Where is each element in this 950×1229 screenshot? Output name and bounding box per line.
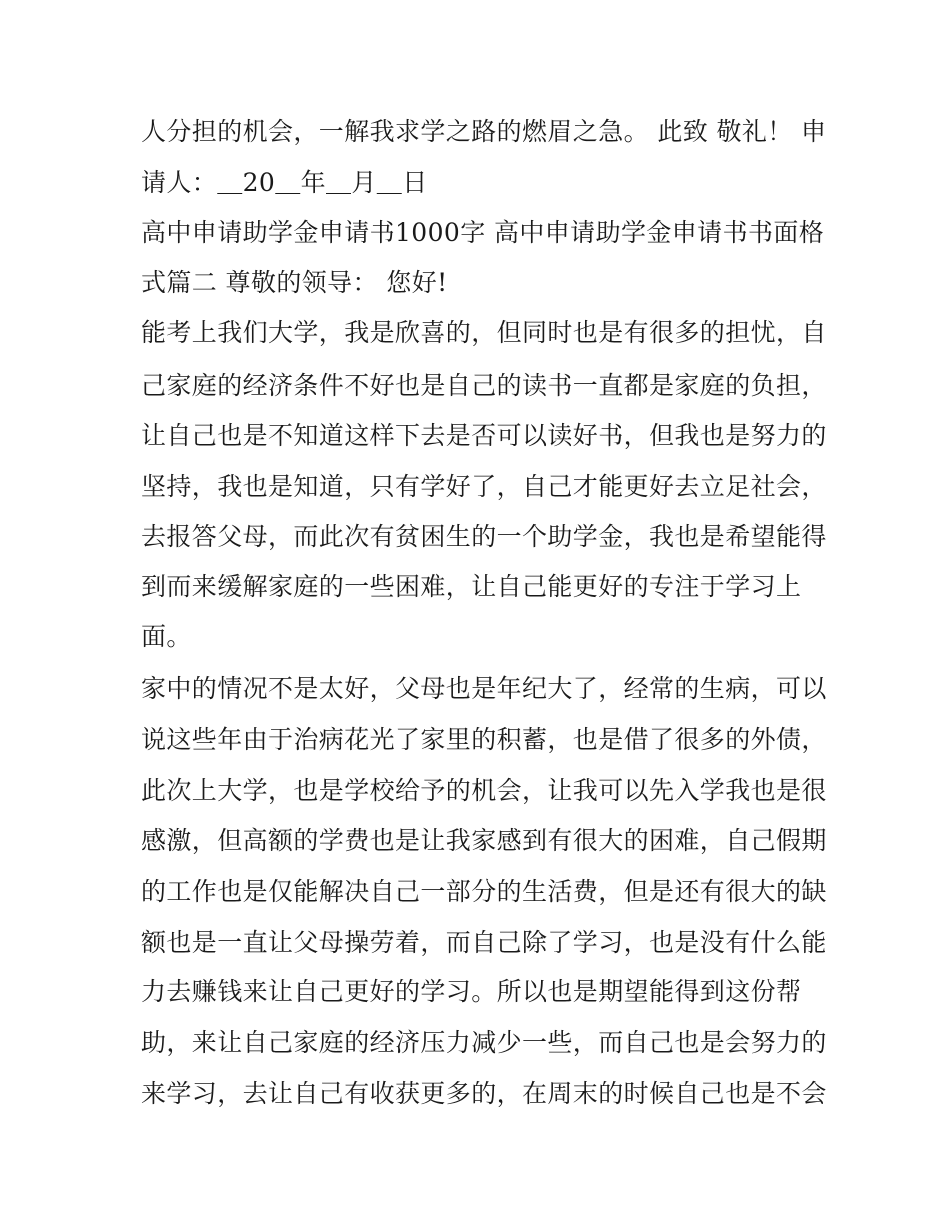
text-line: 额也是一直让父母操劳着，而自己除了学习，也是没有什么能	[141, 928, 827, 957]
text-line: 说这些年由于治病花光了家里的积蓄，也是借了很多的外债，	[141, 725, 827, 754]
text-line: 坚持，我也是知道，只有学好了，自己才能更好去立足社会，	[141, 472, 827, 501]
text-line: 来学习，去让自己有收获更多的，在周末的时候自己也是不会	[141, 1079, 827, 1108]
text-line: 让自己也是不知道这样下去是否可以读好书，但我也是努力的	[141, 421, 827, 450]
text-line: 的工作也是仅能解决自己一部分的生活费，但是还有很大的缺	[141, 877, 827, 906]
text-line: 请人：＿20＿年＿月＿日	[141, 168, 428, 197]
text-line: 去报答父母，而此次有贫困生的一个助学金，我也是希望能得	[141, 522, 827, 551]
text-line: 面。	[141, 622, 192, 651]
text-line: 感激，但高额的学费也是让我家感到有很大的困难，自己假期	[141, 826, 827, 855]
text-line: 能考上我们大学，我是欣喜的，但同时也是有很多的担忧，自	[141, 318, 827, 347]
text-line: 力去赚钱来让自己更好的学习。所以也是期望能得到这份帮	[141, 977, 802, 1006]
text-line: 此次上大学，也是学校给予的机会，让我可以先入学我也是很	[141, 776, 827, 805]
text-line: 己家庭的经济条件不好也是自己的读书一直都是家庭的负担，	[141, 371, 827, 400]
text-line: 到而来缓解家庭的一些困难，让自己能更好的专注于学习上	[141, 572, 802, 601]
text-line: 高中申请助学金申请书1000字 高中申请助学金申请书书面格	[141, 218, 825, 247]
text-line: 家中的情况不是太好，父母也是年纪大了，经常的生病，可以	[141, 674, 827, 703]
text-line: 式篇二 尊敬的领导： 您好!	[141, 268, 448, 297]
text-line: 助，来让自己家庭的经济压力减少一些，而自己也是会努力的	[141, 1028, 827, 1057]
text-line: 人分担的机会，一解我求学之路的燃眉之急。 此致 敬礼！ 申	[141, 117, 827, 146]
